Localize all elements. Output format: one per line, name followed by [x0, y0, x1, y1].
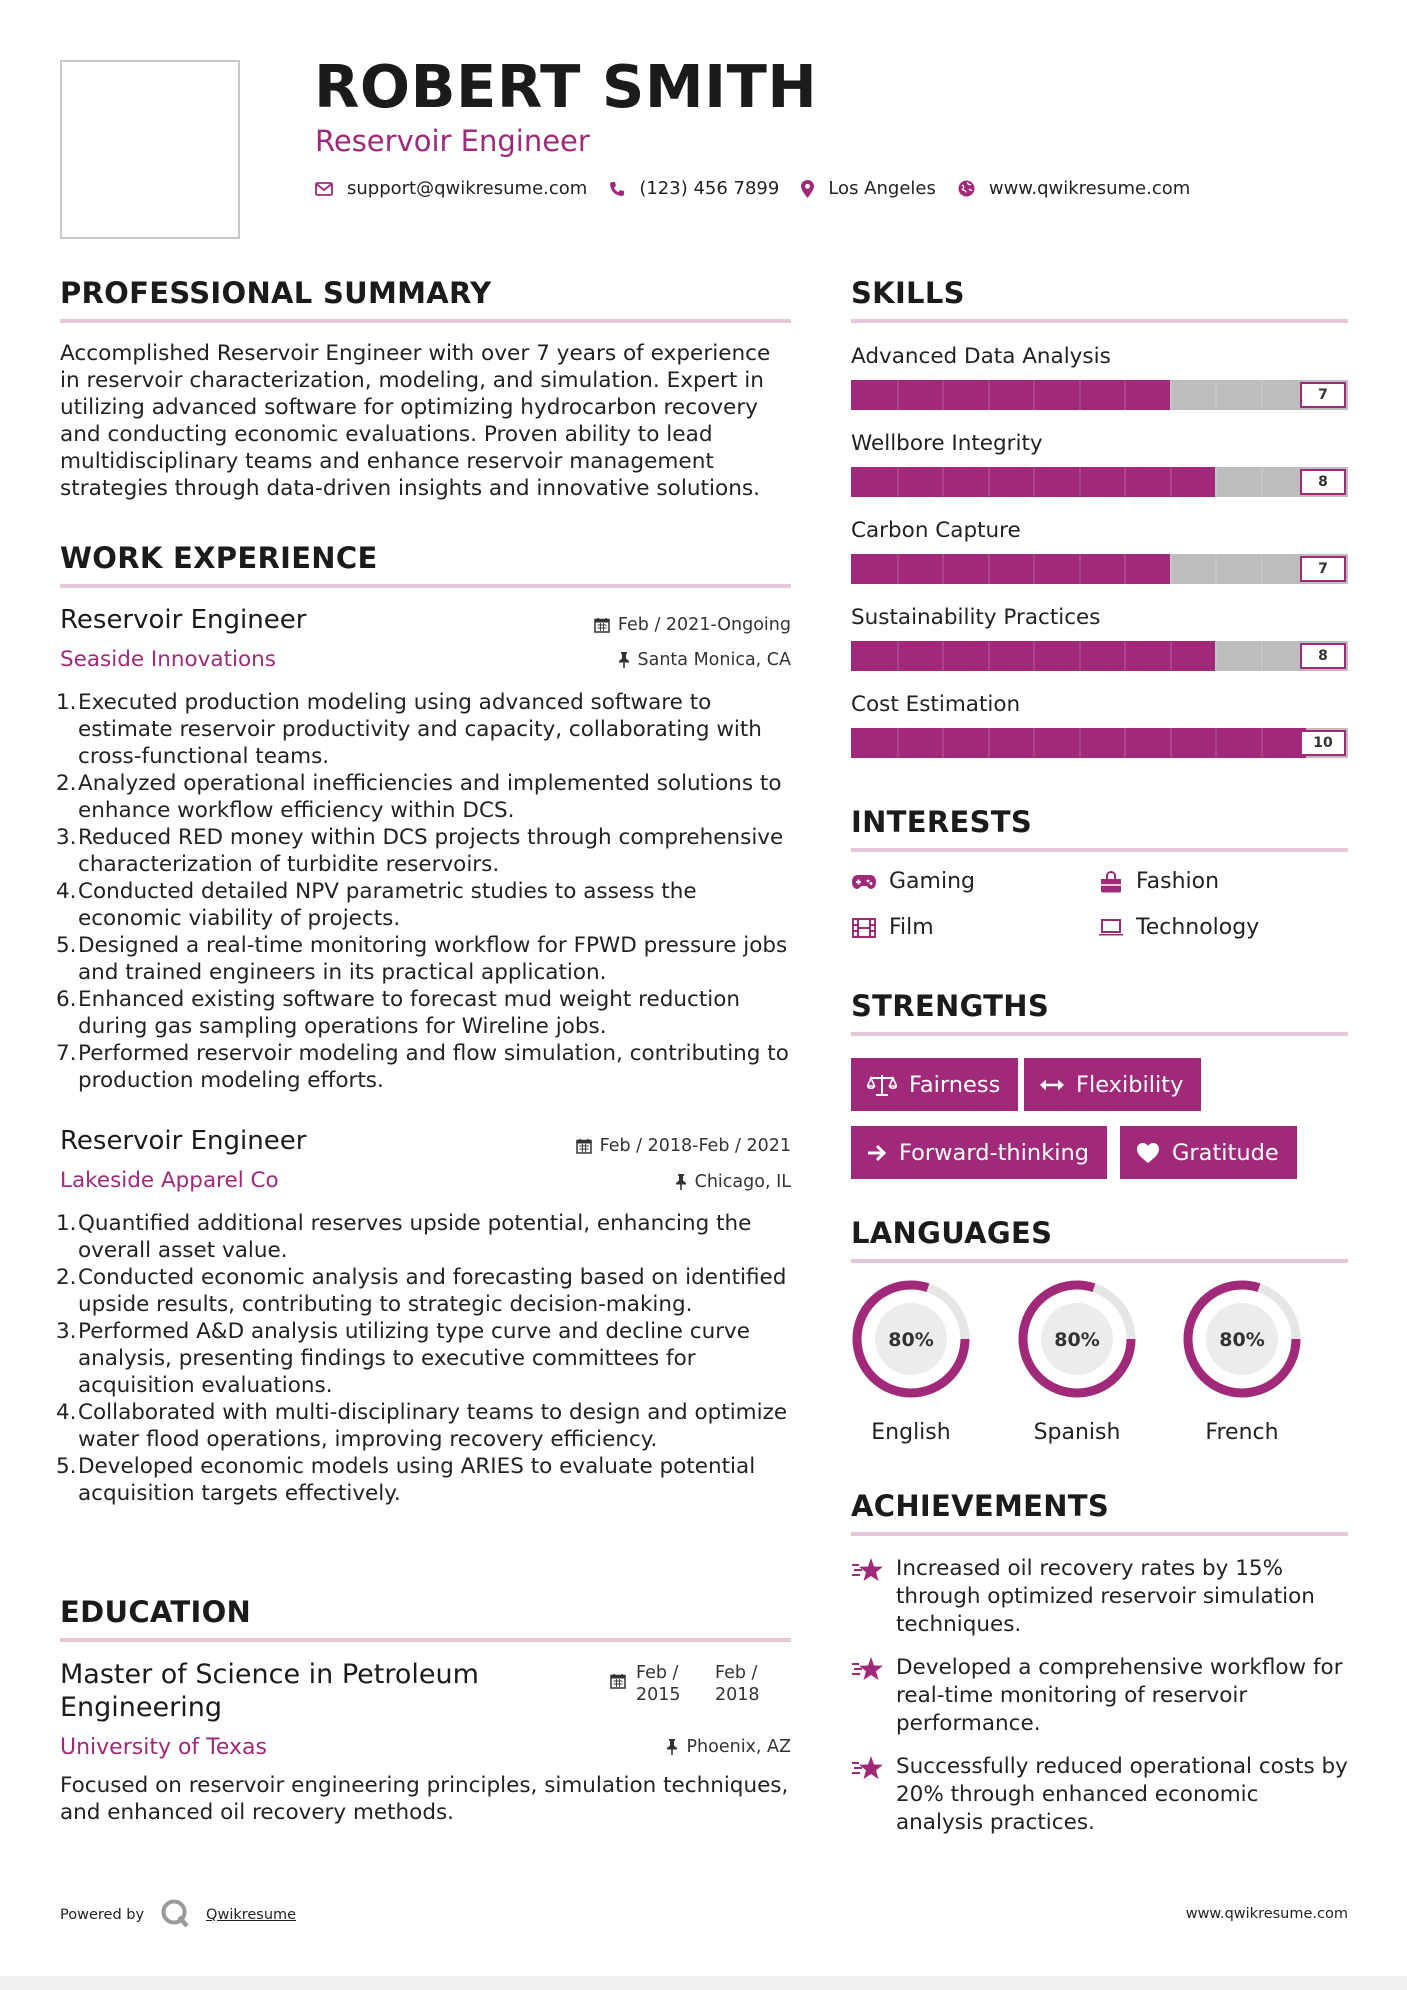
skill-segment-divider	[1033, 380, 1035, 410]
education-description: Focused on reservoir engineering principles, simulation techniques, and enhanced oil recovery methods.	[60, 1773, 789, 1825]
footer-powered-label: Powered by	[60, 1907, 145, 1923]
interest-label: Gaming	[889, 869, 975, 894]
achievement-text: Increased oil recovery rates by 15% through optimized reservoir simulation techniques.	[896, 1556, 1315, 1637]
skill-name: Cost Estimation	[851, 692, 1021, 717]
list-item: 5. Designed a real-time monitoring workflow for FPWD pressure jobs and trained engineers in its practical application.	[56, 933, 788, 985]
skill-segment-divider	[1170, 641, 1172, 671]
interests-rule	[851, 848, 1348, 852]
job-bullets	[56, 1210, 795, 1507]
skill-segment-divider	[942, 467, 944, 497]
skill-segment-divider	[1215, 467, 1217, 497]
skill-segment-divider	[1124, 728, 1126, 758]
skill-segment-divider	[1033, 728, 1035, 758]
heart-icon	[1136, 1142, 1160, 1164]
job-company: Seaside Innovations	[60, 647, 276, 672]
strength-label: Fairness	[909, 1071, 1001, 1098]
envelope-icon	[315, 182, 333, 196]
skill-segment-divider	[1261, 467, 1263, 497]
skill-segment-divider	[1079, 380, 1081, 410]
interest-item	[1098, 915, 1259, 940]
skills-heading: SKILLS	[851, 276, 965, 310]
achievement-item	[851, 1753, 1348, 1837]
summary-text: Accomplished Reservoir Engineer with over 7 years of experience in reservoir characterization, modeling, and simulation. Expert in utilizing advanced software for optimizing hydrocarbon recovery and conducting economic evaluations. Proven ability to lead multidisciplinary teams and enhance reservoir management strategies through data-driven insights and innovative solutions.	[60, 341, 771, 501]
job-location-text: Chicago, IL	[694, 1172, 791, 1192]
candidate-role: Reservoir Engineer	[315, 124, 590, 158]
skill-segment-divider	[1170, 728, 1172, 758]
skill-bar	[851, 728, 1348, 758]
footer-website[interactable]: www.qwikresume.com	[1185, 1906, 1348, 1922]
skill-segment-divider	[1124, 467, 1126, 497]
arrow-right-icon	[867, 1144, 887, 1162]
skill-segment-divider	[1124, 554, 1126, 584]
skill-bar	[851, 380, 1348, 410]
language-percent: 80%	[888, 1329, 934, 1351]
shopping-bag-icon	[1098, 871, 1124, 893]
skill-segment-divider	[988, 728, 990, 758]
strengths-rule	[851, 1032, 1348, 1036]
skill-segment-divider	[1033, 467, 1035, 497]
contact-location: Los Angeles	[828, 178, 936, 199]
skill-level-value: 10	[1300, 730, 1346, 756]
skill-segment-divider	[1215, 554, 1217, 584]
skill-name: Carbon Capture	[851, 518, 1021, 543]
achievement-item	[851, 1555, 1348, 1639]
job-date	[576, 1136, 791, 1156]
language-donut	[1181, 1278, 1303, 1400]
star-icon	[851, 1656, 885, 1686]
star-icon	[851, 1755, 885, 1785]
interest-label: Fashion	[1136, 869, 1220, 894]
footer-powered-by	[60, 1898, 296, 1932]
skill-level-value: 8	[1300, 469, 1346, 495]
skills-rule	[851, 319, 1348, 323]
list-item: 2. Conducted economic analysis and forecasting based on identified upside results, contributing to strategic decision-making.	[56, 1265, 787, 1317]
job-title: Reservoir Engineer	[60, 605, 307, 635]
skill-segment-divider	[942, 728, 944, 758]
language-name: English	[871, 1420, 951, 1445]
skill-segment-divider	[1170, 467, 1172, 497]
job-date-text: Feb / 2018-Feb / 2021	[599, 1136, 791, 1156]
summary-heading: PROFESSIONAL SUMMARY	[60, 276, 492, 310]
strength-label: Forward-thinking	[899, 1139, 1090, 1166]
language-percent: 80%	[1219, 1329, 1265, 1351]
education-location-text: Phoenix, AZ	[686, 1737, 791, 1757]
skill-bar	[851, 554, 1348, 584]
achievement-item	[851, 1654, 1348, 1738]
skill-segment-divider	[897, 467, 899, 497]
language-donut	[850, 1278, 972, 1400]
skill-segment-divider	[897, 641, 899, 671]
job-location	[618, 650, 792, 670]
job-company: Lakeside Apparel Co	[60, 1168, 279, 1193]
education-school: University of Texas	[60, 1735, 267, 1760]
arrows-horizontal-icon	[1040, 1078, 1064, 1092]
interest-item	[851, 869, 975, 894]
list-item: 4. Collaborated with multi-disciplinary teams to design and optimize water flood operations, improving recovery efficiency.	[56, 1400, 788, 1452]
skill-segment-divider	[988, 380, 990, 410]
pushpin-icon	[618, 652, 630, 668]
qwikresume-logo-icon	[160, 1898, 190, 1932]
language-name: Spanish	[1033, 1420, 1121, 1445]
skill-segment-divider	[1215, 728, 1217, 758]
strength-label: Flexibility	[1076, 1071, 1184, 1098]
skill-segment-divider	[1215, 380, 1217, 410]
skill-segment-divider	[988, 467, 990, 497]
strength-badge	[1120, 1126, 1297, 1179]
education-date-start: Feb / 2015	[636, 1663, 681, 1705]
languages-rule	[851, 1259, 1348, 1263]
skill-segment-divider	[1079, 467, 1081, 497]
calendar-icon	[576, 1138, 592, 1154]
list-item: 4. Conducted detailed NPV parametric studies to assess the economic viability of projects.	[56, 879, 697, 931]
contact-website[interactable]: www.qwikresume.com	[988, 178, 1191, 199]
summary-rule	[60, 319, 791, 323]
laptop-icon	[1098, 919, 1124, 937]
pushpin-icon	[666, 1739, 678, 1755]
skill-segment-divider	[897, 380, 899, 410]
list-item: 1. Quantified additional reserves upside potential, enhancing the overall asset value.	[56, 1211, 752, 1263]
interest-label: Film	[889, 915, 934, 940]
education-heading: EDUCATION	[60, 1595, 252, 1629]
job-location	[675, 1172, 791, 1192]
list-item: 3. Performed A&D analysis utilizing type curve and decline curve analysis, presenting findings to executive committees for acquisition evaluations.	[56, 1319, 750, 1398]
candidate-name: ROBERT SMITH	[314, 52, 818, 121]
skill-level-value: 7	[1300, 556, 1346, 582]
skill-bar	[851, 641, 1348, 671]
language-item	[850, 1278, 972, 1445]
list-item: 6. Enhanced existing software to forecast mud weight reduction during gas sampling operations for Wireline jobs.	[56, 987, 741, 1039]
interest-item	[1098, 869, 1219, 894]
skill-bar	[851, 467, 1348, 497]
achievement-text: Successfully reduced operational costs by 20% through enhanced economic analysis practices.	[896, 1754, 1348, 1835]
language-percent: 80%	[1054, 1329, 1100, 1351]
education-location	[666, 1737, 791, 1757]
list-item: 3. Reduced RED money within DCS projects through comprehensive characterization of turbidite reservoirs.	[56, 825, 784, 877]
skill-segment-divider	[1079, 554, 1081, 584]
strength-badge	[851, 1058, 1018, 1111]
interests-heading: INTERESTS	[851, 805, 1033, 839]
language-donut	[1016, 1278, 1138, 1400]
gamepad-icon	[851, 874, 877, 890]
contact-phone[interactable]: (123) 456 7899	[639, 178, 780, 199]
star-icon	[851, 1557, 885, 1587]
pushpin-icon	[675, 1174, 687, 1190]
contact-row	[315, 178, 1212, 199]
education-date-end: Feb / 2018	[715, 1663, 760, 1705]
calendar-icon	[610, 1673, 626, 1693]
achievements-heading: ACHIEVEMENTS	[851, 1489, 1110, 1523]
skill-name: Advanced Data Analysis	[851, 344, 1111, 369]
language-name: French	[1205, 1420, 1279, 1445]
list-item: 2. Analyzed operational inefficiencies and implemented solutions to enhance workflow efficiency within DCS.	[56, 771, 782, 823]
strengths-heading: STRENGTHS	[851, 989, 1050, 1023]
education-rule	[60, 1638, 791, 1642]
job-location-text: Santa Monica, CA	[637, 650, 791, 670]
skill-segment-divider	[942, 641, 944, 671]
skill-segment-divider	[1261, 554, 1263, 584]
skill-segment-divider	[1033, 554, 1035, 584]
strength-badge	[1024, 1058, 1201, 1111]
skill-segment-divider	[897, 554, 899, 584]
skill-segment-divider	[1261, 728, 1263, 758]
skill-segment-divider	[988, 554, 990, 584]
footer-brand-link[interactable]: Qwikresume	[206, 1907, 297, 1923]
skill-segment-divider	[1261, 380, 1263, 410]
skill-segment-divider	[988, 641, 990, 671]
language-item	[1181, 1278, 1303, 1445]
phone-icon	[609, 181, 625, 197]
interest-label: Technology	[1136, 915, 1260, 940]
job-title: Reservoir Engineer	[60, 1126, 307, 1156]
job-date-text: Feb / 2021-Ongoing	[617, 615, 791, 635]
list-item: 7. Performed reservoir modeling and flow simulation, contributing to production modeling efforts.	[56, 1041, 789, 1093]
balance-scale-icon	[867, 1073, 897, 1097]
list-item: 1. Executed production modeling using advanced software to estimate reservoir productivity and capacity, collaborating with cross-functional teams.	[56, 690, 762, 769]
skill-segment-divider	[942, 554, 944, 584]
achievements-rule	[851, 1532, 1348, 1536]
skill-segment-divider	[1124, 380, 1126, 410]
achievement-text: Developed a comprehensive workflow for real-time monitoring of reservoir performance.	[896, 1655, 1343, 1736]
contact-email[interactable]: support@qwikresume.com	[347, 178, 588, 199]
skill-segment-divider	[1079, 641, 1081, 671]
skill-name: Sustainability Practices	[851, 605, 1101, 630]
profile-photo-placeholder	[60, 60, 240, 239]
skill-segment-divider	[1124, 641, 1126, 671]
interest-item	[851, 915, 934, 940]
skill-segment-divider	[897, 728, 899, 758]
skill-segment-divider	[1033, 641, 1035, 671]
calendar-icon	[594, 617, 610, 633]
strength-label: Gratitude	[1172, 1139, 1279, 1166]
job-date	[594, 615, 791, 635]
globe-icon	[958, 180, 975, 197]
map-marker-icon	[801, 180, 814, 198]
film-icon	[851, 918, 877, 938]
skill-name: Wellbore Integrity	[851, 431, 1043, 456]
skill-level-value: 7	[1300, 382, 1346, 408]
languages-heading: LANGUAGES	[851, 1216, 1053, 1250]
skill-segment-divider	[1170, 554, 1172, 584]
skill-segment-divider	[1170, 380, 1172, 410]
experience-heading: WORK EXPERIENCE	[60, 541, 378, 575]
experience-rule	[60, 584, 791, 588]
language-item	[1016, 1278, 1138, 1445]
education-degree: Master of Science in Petroleum Engineering	[60, 1659, 479, 1723]
skill-segment-divider	[942, 380, 944, 410]
bottom-strip	[0, 1976, 1407, 1990]
strength-badge	[851, 1126, 1107, 1179]
skill-level-value: 8	[1300, 643, 1346, 669]
skill-segment-divider	[1079, 728, 1081, 758]
skill-segment-divider	[1261, 641, 1263, 671]
list-item: 5. Developed economic models using ARIES to evaluate potential acquisition targets effectively.	[56, 1454, 756, 1506]
job-bullets	[56, 689, 795, 1094]
skill-segment-divider	[1215, 641, 1217, 671]
